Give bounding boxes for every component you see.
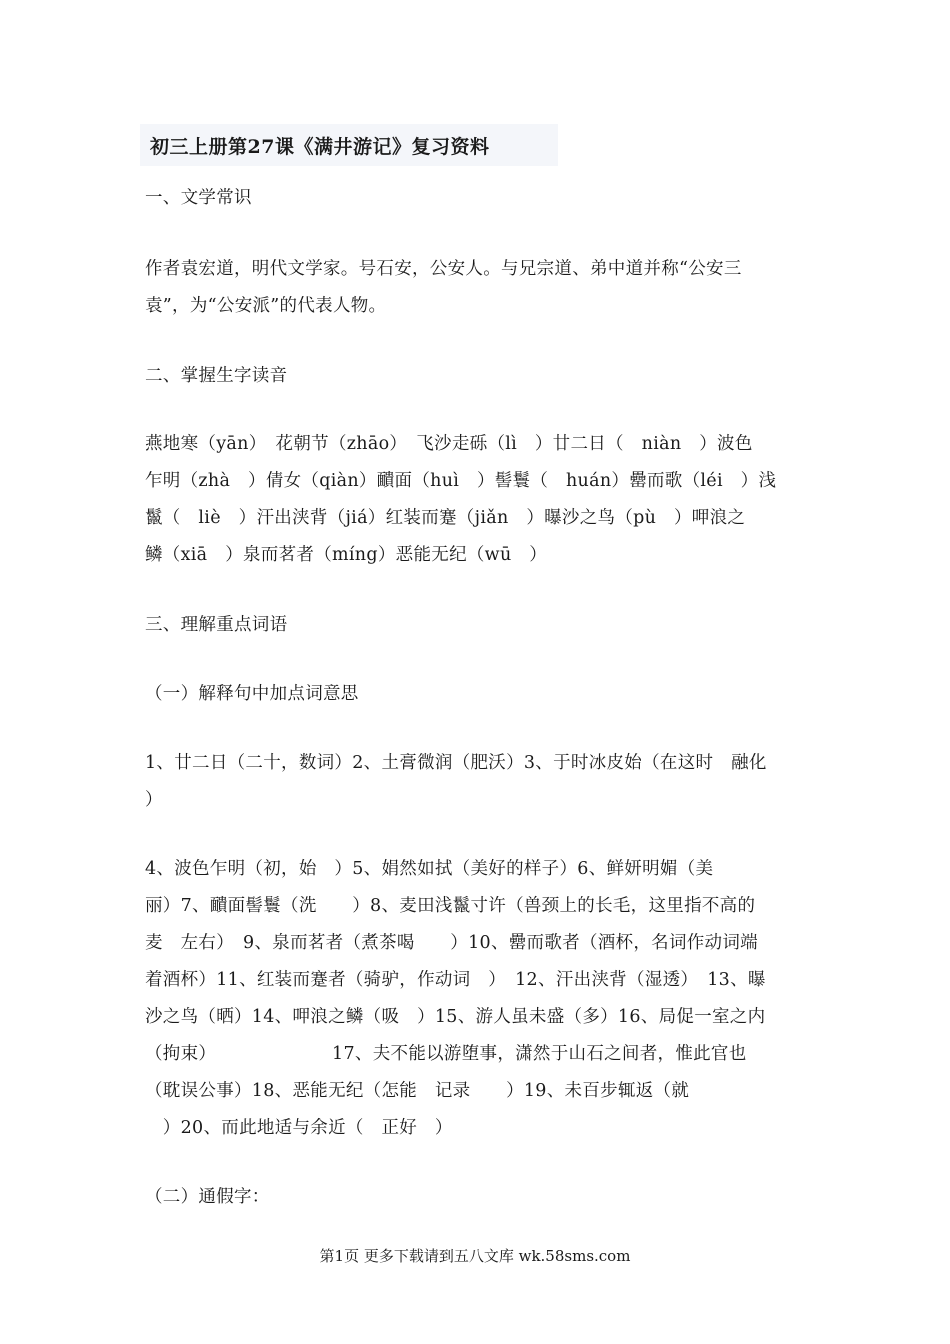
document-title: 初三上册第27课《满井游记》复习资料 — [150, 136, 490, 158]
paragraph-line: 鳞（xiā ）泉而茗者（míng）恶能无纪（wū ） — [145, 545, 548, 565]
page-footer: 第1页 更多下载请到五八文库 wk.58sms.com — [319, 1247, 631, 1265]
paragraph-line: 着酒杯）11、红装而蹇者（骑驴，作动词 ） 12、汗出浃背（湿透） 13、曝 — [145, 970, 766, 990]
section-heading-pronunciation: 二、掌握生字读音 — [145, 366, 288, 386]
paragraph-line: （耽误公事）18、恶能无纪（怎能 记录 ）19、未百步辄返（就 — [145, 1081, 690, 1101]
paragraph-line: 4、波色乍明（初，始 ）5、娟然如拭（美好的样子）6、鲜妍明媚（美 — [145, 859, 714, 879]
paragraph-line: 鬣（ liè ）汗出浃背（jiá）红装而蹇（jiǎn ）曝沙之鸟（pù ）呷浪之 — [145, 508, 746, 528]
subsection-heading: （一）解释句中加点词意思 — [145, 684, 359, 704]
paragraph-line: 沙之鸟（晒）14、呷浪之鳞（吸 ）15、游人虽未盛（多）16、局促一室之内 — [145, 1007, 766, 1027]
paragraph-line: ）20、而此地适与余近（ 正好 ） — [145, 1118, 453, 1138]
paragraph-line: 作者袁宏道，明代文学家。号石安，公安人。与兄宗道、弟中道并称“公安三 — [145, 259, 742, 279]
paragraph-line: （拘束） 17、夫不能以游堕事，潇然于山石之间者，惟此官也 — [145, 1044, 747, 1064]
subsection-heading: （二）通假字： — [145, 1187, 270, 1207]
section-heading-vocabulary: 三、理解重点词语 — [145, 615, 288, 635]
paragraph-line: ） — [145, 790, 163, 810]
paragraph-line: 丽）7、靧面髻鬟（洗 ）8、麦田浅鬣寸许（兽颈上的长毛，这里指不高的 — [145, 896, 756, 916]
section-heading-literature: 一、文学常识 — [145, 188, 252, 208]
paragraph-line: 麦 左右） 9、泉而茗者（煮茶喝 ）10、罍而歌者（酒杯，名词作动词端 — [145, 933, 758, 953]
paragraph-line: 1、廿二日（二十，数词）2、土膏微润（肥沃）3、于时冰皮始（在这时 融化 — [145, 753, 767, 773]
paragraph-line: 燕地寒（yān） 花朝节（zhāo） 飞沙走砾（lì ）廿二日（ niàn ）波色 — [145, 434, 753, 454]
paragraph-line: 乍明（zhà ）倩女（qiàn）靧面（huì ）髻鬟（ huán）罍而歌（léi ）浅 — [145, 471, 777, 491]
paragraph-line: 袁”，为“公安派”的代表人物。 — [145, 296, 387, 316]
